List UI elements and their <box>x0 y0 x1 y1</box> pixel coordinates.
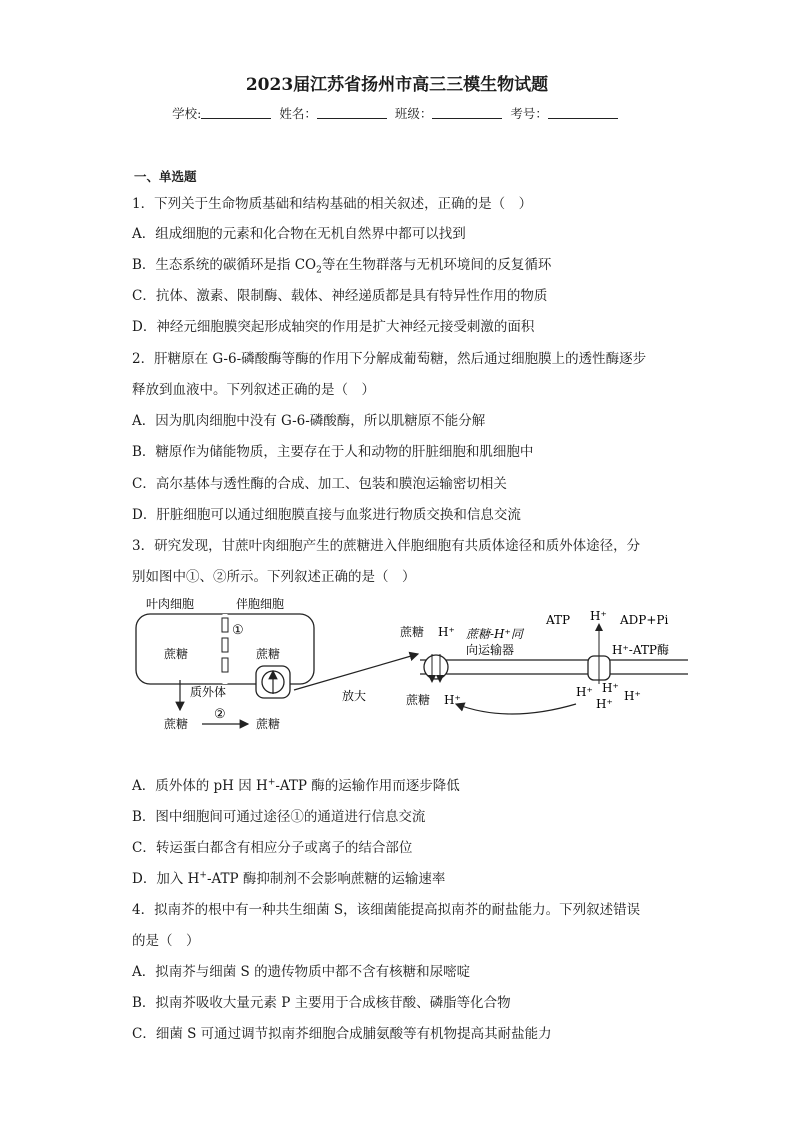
sucrose-left: 蔗糖 <box>164 647 189 661</box>
companion-label: 伴胞细胞 <box>236 597 285 611</box>
exam-no-blank <box>548 106 618 119</box>
name-blank <box>317 106 387 119</box>
q1-b-sub: 2 <box>316 265 322 276</box>
h-return-arrow <box>456 704 576 714</box>
page-title: 2023届江苏省扬州市高三三模生物试题 <box>245 75 549 95</box>
symporter-label-1: 蔗糖-H⁺同 <box>466 627 523 641</box>
sucrose-transport-figure <box>128 594 688 744</box>
q2-option-c: C．高尔基体与透性酶的合成、加工、包装和膜泡运输密切相关 <box>132 476 507 492</box>
school-label: 学校: <box>172 106 202 121</box>
q3-d-post: -ATP 酶抑制剂不会影响蔗糖的运输速率 <box>206 871 446 887</box>
q4-option-b: B．拟南芥吸收大量元素 P 主要用于合成核苷酸、磷脂等化合物 <box>132 995 511 1011</box>
apoplast-label: 质外体 <box>190 685 227 699</box>
h-ion: H⁺ <box>596 697 613 711</box>
class-label: 班级： <box>394 106 433 121</box>
q1-stem: 1．下列关于生命物质基础和结构基础的相关叙述，正确的是（ ） <box>132 196 533 212</box>
atp-label: ATP <box>546 613 571 627</box>
sucrose-symporter-top: 蔗糖 <box>400 625 425 639</box>
sucrose-symporter-bottom: 蔗糖 <box>406 693 431 707</box>
school-blank <box>201 106 271 119</box>
q3-a-post: -ATP 酶的运输作用而逐步降低 <box>275 778 460 794</box>
q4-stem-line1: 4．拟南芥的根中有一种共生细菌 S，该细菌能提高拟南芥的耐盐能力。下列叙述错误 <box>132 902 641 918</box>
h-ion: H⁺ <box>576 685 593 699</box>
exam-no-label: 考号： <box>510 106 548 121</box>
sucrose-bottom: 蔗糖 <box>256 717 281 731</box>
q3-a-sup: + <box>267 777 276 788</box>
sucrose-companion: 蔗糖 <box>256 647 281 661</box>
symporter-icon <box>424 655 448 679</box>
q2-option-d: D．肝脏细胞可以通过细胞膜直接与血浆进行物质交换和信息交流 <box>132 507 521 523</box>
q1-option-b <box>132 253 551 276</box>
q4-option-c: C．细菌 S 可通过调节拟南芥细胞合成脯氨酸等有机物提高其耐盐能力 <box>132 1026 552 1042</box>
q3-option-d <box>132 867 445 887</box>
sucrose-apoplast: 蔗糖 <box>164 717 189 731</box>
q3-stem-line2: 别如图中①、②所示。下列叙述正确的是（ ） <box>132 569 416 585</box>
plasmodesma <box>222 658 228 672</box>
h-symporter-top: H⁺ <box>438 625 455 639</box>
q1-b-post: 等在生物群落与无机环境间的反复循环 <box>321 257 552 273</box>
h-atpase-top: H⁺ <box>590 609 607 623</box>
student-info-row <box>0 104 794 122</box>
path1-label: ① <box>232 623 244 638</box>
section-heading: 一、单选题 <box>134 169 197 184</box>
q2-option-a: A．因为肌肉细胞中没有 G-6-磷酸酶，所以肌糖原不能分解 <box>132 413 486 429</box>
plasmodesma <box>222 638 228 652</box>
h-ion: H⁺ <box>602 681 619 695</box>
q1-b-pre: B．生态系统的碳循环是指 CO <box>132 257 317 273</box>
q2-stem-line2: 释放到血液中。下列叙述正确的是（ ） <box>132 382 375 398</box>
q4-stem-line2: 的是（ ） <box>132 933 200 949</box>
q2-stem-line1: 2．肝糖原在 G-6-磷酸酶等酶的作用下分解成葡萄糖，然后通过细胞膜上的透性酶逐步 <box>132 351 647 367</box>
name-label: 姓名： <box>279 106 317 121</box>
mesophyll-label: 叶肉细胞 <box>146 597 195 611</box>
q3-option-a <box>132 774 460 794</box>
q2-option-b: B．糖原作为储能物质，主要存在于人和动物的肝脏细胞和肌细胞中 <box>132 444 534 460</box>
symporter-label-2: 向运输器 <box>466 643 515 657</box>
q3-d-pre: D．加入 H <box>132 871 200 887</box>
magnify-label: 放大 <box>342 689 367 703</box>
q3-stem-line1: 3．研究发现，甘蔗叶肉细胞产生的蔗糖进入伴胞细胞有共质体途径和质外体途径，分 <box>132 538 641 554</box>
q1-option-d: D．神经元细胞膜突起形成轴突的作用是扩大神经元接受刺激的面积 <box>132 319 535 335</box>
q3-option-b: B．图中细胞间可通过途径①的通道进行信息交流 <box>132 809 426 825</box>
q3-d-sup: + <box>199 870 207 881</box>
q4-option-a: A．拟南芥与细菌 S 的遗传物质中都不含有核糖和尿嘧啶 <box>132 964 471 980</box>
class-blank <box>432 106 502 119</box>
q3-option-c: C．转运蛋白都含有相应分子或离子的结合部位 <box>132 840 413 856</box>
adp-label: ADP+Pi <box>620 613 669 627</box>
h-symporter-bottom: H⁺ <box>444 693 461 707</box>
q1-option-c: C．抗体、激素、限制酶、载体、神经递质都是具有特异性作用的物质 <box>132 288 548 304</box>
plasmodesma <box>222 618 228 632</box>
h-ion: H⁺ <box>624 689 641 703</box>
path2-label: ② <box>214 707 226 722</box>
q3-a-pre: A．质外体的 pH 因 H <box>132 778 268 794</box>
atpase-label: H⁺-ATP酶 <box>612 643 669 657</box>
q1-option-a: A．组成细胞的元素和化合物在无机自然界中都可以找到 <box>132 226 466 242</box>
